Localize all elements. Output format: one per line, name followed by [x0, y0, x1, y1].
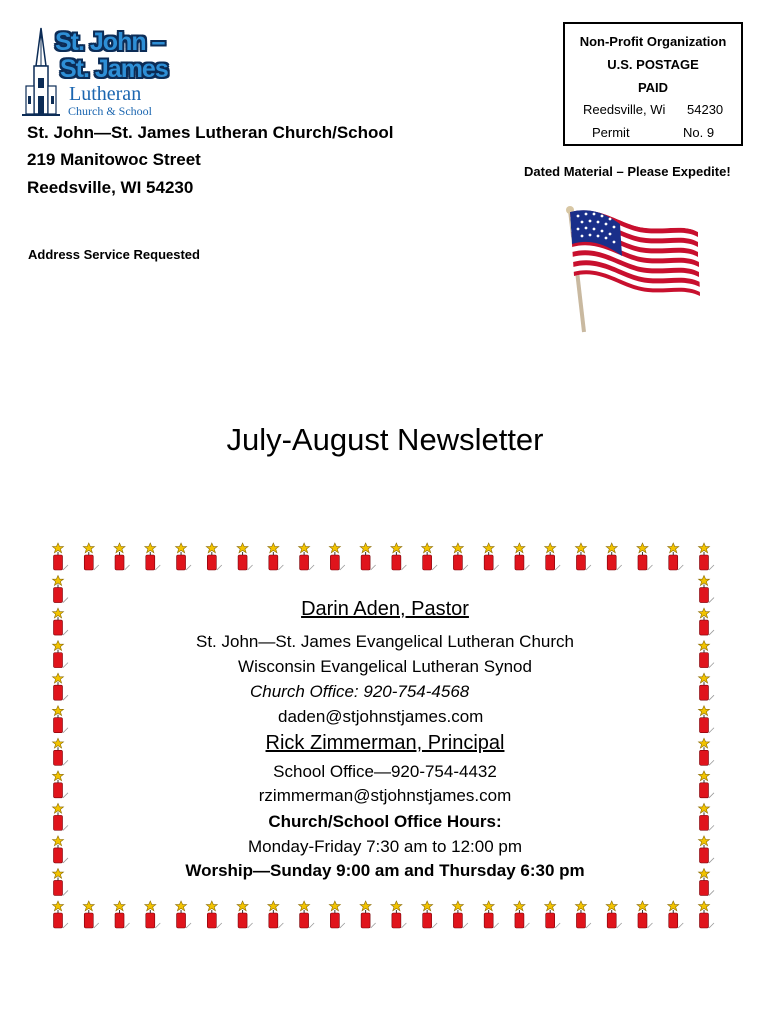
firecracker-icon: [391, 901, 407, 928]
firecracker-icon: [699, 706, 715, 733]
firecracker-icon: [699, 738, 715, 765]
principal-email: rzimmerman@stjohnstjames.com: [258, 786, 512, 805]
firecracker-icon: [699, 836, 715, 863]
firecracker-icon: [699, 543, 715, 570]
firecracker-icon: [575, 901, 591, 928]
firecracker-icon: [53, 868, 69, 895]
firecracker-icon: [53, 803, 69, 830]
firecracker-icon: [83, 543, 99, 570]
dated-material-notice: Dated Material – Please Expedite!: [524, 164, 731, 179]
firecracker-icon: [668, 901, 684, 928]
postage-city: Reedsville, Wi: [583, 102, 666, 117]
postage-zip: 54230: [687, 102, 724, 117]
pastor-name: Darin Aden, Pastor: [301, 598, 469, 620]
firecracker-icon: [545, 901, 561, 928]
logo-line-4: Church & School: [68, 104, 152, 118]
postage-permit-label: Permit: [592, 125, 630, 140]
firecracker-icon: [606, 901, 622, 928]
logo-line-2: St. James: [60, 55, 168, 83]
firecracker-icon: [483, 901, 499, 928]
firecracker-icon: [391, 543, 407, 570]
firecracker-icon: [268, 901, 284, 928]
firecracker-icon: [329, 901, 345, 928]
firecracker-icon: [422, 901, 438, 928]
firecracker-icon: [114, 543, 129, 570]
firecracker-icon: [699, 803, 715, 830]
firecracker-icon: [53, 901, 69, 928]
firecracker-icon: [422, 543, 438, 570]
firecracker-icon: [699, 608, 715, 635]
postage-paid: PAID: [637, 80, 669, 95]
church-logo: [22, 24, 172, 119]
firecracker-icon: [637, 543, 653, 570]
firecracker-icon: [237, 901, 253, 928]
firecracker-icon: [176, 543, 192, 570]
firecracker-icon: [53, 641, 69, 668]
firecracker-icon: [176, 901, 192, 928]
firecracker-icon: [145, 901, 161, 928]
address-service-requested: Address Service Requested: [28, 247, 200, 262]
church-name: St. John—St. James Evangelical Lutheran Church: [196, 632, 574, 651]
firecracker-icon: [53, 576, 69, 603]
firecracker-icon: [53, 836, 69, 863]
pastor-email: daden@stjohnstjames.com: [278, 707, 484, 726]
firecracker-icon: [514, 543, 530, 570]
school-office-phone: School Office—920-754-4432: [273, 762, 497, 781]
firecracker-icon: [53, 706, 69, 733]
firecracker-icon: [53, 771, 69, 798]
firecracker-icon: [299, 543, 315, 570]
firecracker-icon: [53, 673, 69, 700]
firecracker-icon: [299, 901, 315, 928]
firecracker-icon: [699, 641, 715, 668]
synod-name: Wisconsin Evangelical Lutheran Synod: [238, 657, 532, 676]
return-address-city: Reedsville, WI 54230: [27, 178, 194, 197]
newsletter-title: July-August Newsletter: [226, 422, 544, 457]
firecracker-icon: [53, 543, 69, 570]
firecracker-icon: [668, 543, 684, 570]
office-hours-title: Church/School Office Hours:: [268, 812, 502, 831]
firecracker-icon: [575, 543, 591, 570]
american-flag-icon: [556, 204, 706, 336]
firecracker-icon: [145, 543, 161, 570]
church-office-phone: Church Office: 920-754-4568: [250, 682, 470, 701]
firecracker-icon: [545, 543, 561, 570]
firecracker-icon: [699, 868, 715, 895]
firecracker-icon: [360, 901, 376, 928]
postage-label: U.S. POSTAGE: [607, 57, 699, 72]
postage-permit-number: No. 9: [683, 125, 715, 140]
firecracker-icon: [699, 771, 715, 798]
firecracker-icon: [237, 543, 253, 570]
firecracker-icon: [329, 543, 345, 570]
firecracker-icon: [514, 901, 530, 928]
postage-org-type: Non-Profit Organization: [579, 34, 727, 49]
firecracker-icon: [606, 543, 622, 570]
firecracker-icon: [699, 576, 715, 603]
firecracker-icon: [699, 673, 715, 700]
return-address-name: St. John—St. James Lutheran Church/School: [27, 123, 394, 142]
firecracker-icon: [53, 608, 69, 635]
logo-line-3: Lutheran: [69, 83, 142, 105]
principal-name: Rick Zimmerman, Principal: [265, 732, 505, 754]
firecracker-icon: [53, 738, 69, 765]
firecracker-icon: [83, 901, 99, 928]
firecracker-icon: [452, 901, 468, 928]
firecracker-icon: [699, 901, 715, 928]
firecracker-icon: [452, 543, 468, 570]
postage-indicia: [563, 22, 743, 146]
firecracker-icon: [114, 901, 129, 928]
firecracker-icon: [637, 901, 653, 928]
return-address-street: 219 Manitowoc Street: [27, 150, 201, 169]
logo-line-1: St. John –: [55, 28, 165, 56]
firecracker-icon: [206, 543, 222, 570]
office-hours: Monday-Friday 7:30 am to 12:00 pm: [247, 837, 523, 856]
firecracker-icon: [360, 543, 376, 570]
firecracker-icon: [268, 543, 284, 570]
firecracker-icon: [206, 901, 222, 928]
firecracker-icon: [483, 543, 499, 570]
worship-times: Worship—Sunday 9:00 am and Thursday 6:30 pm: [185, 861, 585, 880]
